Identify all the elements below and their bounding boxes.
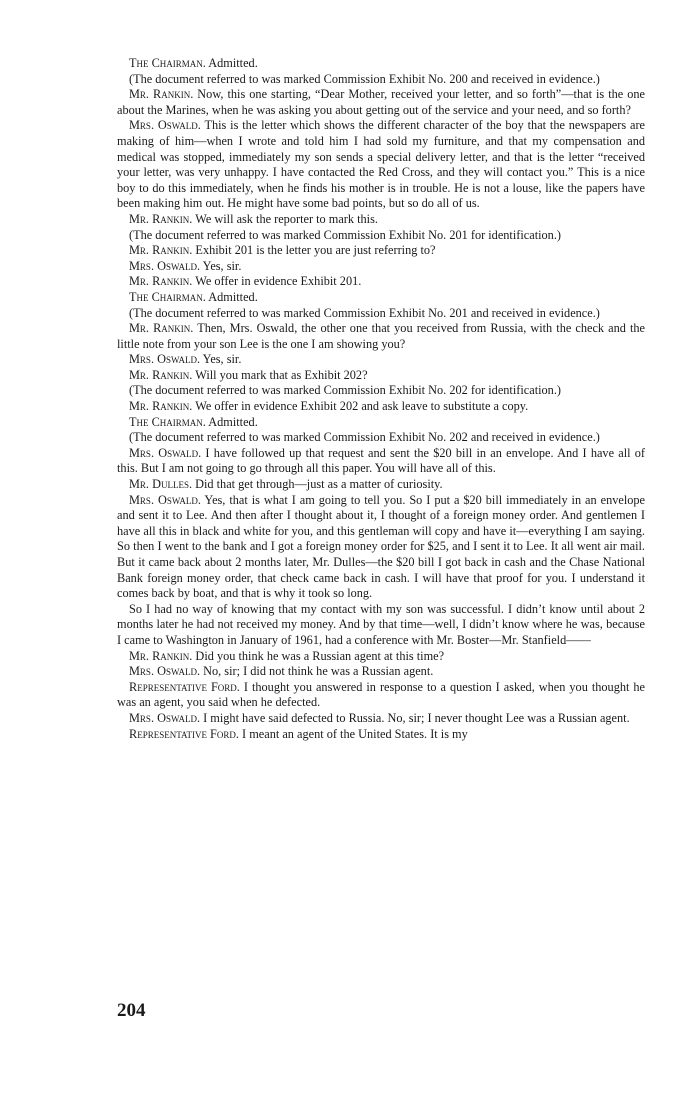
testimony-paragraph bbox=[117, 212, 645, 228]
testimony-paragraph bbox=[117, 727, 645, 743]
speaker-name: Representative Ford. bbox=[129, 679, 240, 694]
testimony-paragraph bbox=[117, 602, 645, 649]
testimony-paragraph bbox=[117, 680, 645, 711]
speaker-name: Representative Ford. bbox=[129, 726, 239, 741]
paragraph-text: Admitted. bbox=[205, 289, 258, 304]
testimony-paragraph bbox=[117, 493, 645, 602]
speaker-name: Mr. Rankin. bbox=[129, 274, 193, 289]
testimony-paragraph bbox=[117, 399, 645, 415]
testimony-paragraph bbox=[117, 352, 645, 368]
speaker-name: Mrs. Oswald. bbox=[129, 492, 201, 507]
paragraph-text: Will you mark that as Exhibit 202? bbox=[192, 367, 368, 382]
testimony-paragraph bbox=[117, 243, 645, 259]
speaker-name: The Chairman. bbox=[129, 414, 206, 429]
speaker-name: Mr. Rankin. bbox=[129, 211, 193, 226]
paragraph-text: Did you think he was a Russian agent at this time? bbox=[192, 648, 445, 663]
paragraph-text: Admitted. bbox=[205, 56, 258, 70]
testimony-paragraph bbox=[117, 306, 645, 322]
speaker-name: The Chairman. bbox=[129, 289, 206, 304]
speaker-name: Mr. Rankin. bbox=[129, 367, 193, 382]
speaker-name: Mrs. Oswald. bbox=[129, 258, 201, 273]
paragraph-text: I meant an agent of the United States. It is my bbox=[238, 726, 468, 741]
speaker-name: Mrs. Oswald. bbox=[129, 352, 201, 367]
speaker-name: The Chairman. bbox=[129, 56, 206, 70]
paragraph-text: (The document referred to was marked Commission Exhibit No. 201 for identification.) bbox=[129, 227, 561, 242]
paragraph-text: Now, this one starting, “Dear Mother, received your letter, and so forth”—that is the one about the Marines, when he was asking you about getting out of the service and your need, and so forth? bbox=[117, 87, 645, 117]
testimony-paragraph bbox=[117, 711, 645, 727]
paragraph-text: Yes, sir. bbox=[200, 352, 242, 367]
testimony-paragraph bbox=[117, 477, 645, 493]
paragraph-text: Exhibit 201 is the letter you are just referring to? bbox=[192, 243, 436, 258]
paragraph-text: I thought you answered in response to a question I asked, when you thought he was an agent, you said when he defected. bbox=[117, 679, 646, 710]
speaker-name: Mrs. Oswald. bbox=[129, 664, 201, 679]
speaker-name: Mrs. Oswald. bbox=[129, 118, 201, 133]
testimony-paragraph bbox=[117, 290, 645, 306]
testimony-paragraph bbox=[117, 446, 645, 477]
testimony-paragraph bbox=[117, 87, 645, 118]
speaker-name: Mrs. Oswald. bbox=[129, 710, 201, 725]
speaker-name: Mr. Rankin. bbox=[129, 399, 193, 414]
testimony-paragraph bbox=[117, 649, 645, 665]
testimony-paragraph bbox=[117, 274, 645, 290]
paragraph-text: (The document referred to was marked Commission Exhibit No. 200 and received in evidence.) bbox=[129, 71, 600, 86]
paragraph-text: (The document referred to was marked Commission Exhibit No. 202 and received in evidence.) bbox=[129, 430, 600, 445]
testimony-paragraph bbox=[117, 664, 645, 680]
speaker-name: Mr. Dulles. bbox=[129, 477, 193, 492]
testimony-paragraph bbox=[117, 415, 645, 431]
testimony-text bbox=[117, 56, 645, 742]
paragraph-text: I have followed up that request and sent the $20 bill in an envelope. And I have all of this. But I am not going to go through all this paper. You will have all of this. bbox=[117, 445, 646, 476]
testimony-paragraph bbox=[117, 72, 645, 88]
paragraph-text: Yes, sir. bbox=[200, 258, 242, 273]
speaker-name: Mrs. Oswald. bbox=[129, 445, 202, 460]
speaker-name: Mr. Rankin. bbox=[129, 648, 193, 663]
testimony-paragraph bbox=[117, 118, 645, 212]
page-number: 204 bbox=[117, 1000, 146, 1021]
testimony-paragraph bbox=[117, 321, 645, 352]
paragraph-text: We offer in evidence Exhibit 201. bbox=[192, 274, 362, 289]
paragraph-text: We offer in evidence Exhibit 202 and ask leave to substitute a copy. bbox=[192, 399, 529, 414]
testimony-paragraph bbox=[117, 430, 645, 446]
paragraph-text: So I had no way of knowing that my contact with my son was successful. I didn’t know until about 2 months later he had not received my money. And by that time—well, I didn’t know where he was, because I came to Washington in January of 1961, had a conference with Mr. Boster—Mr. Stanfield—— bbox=[117, 601, 645, 647]
testimony-paragraph bbox=[117, 56, 645, 72]
paragraph-text: (The document referred to was marked Commission Exhibit No. 201 and received in evidence.) bbox=[129, 305, 600, 320]
paragraph-text: Then, Mrs. Oswald, the other one that you received from Russia, with the check and the little note from your son Lee is the one I am showing you? bbox=[117, 321, 646, 351]
speaker-name: Mr. Rankin. bbox=[129, 321, 194, 336]
speaker-name: Mr. Rankin. bbox=[129, 243, 193, 258]
paragraph-text: (The document referred to was marked Commission Exhibit No. 202 for identification.) bbox=[129, 383, 561, 398]
paragraph-text: I might have said defected to Russia. No, sir; I never thought Lee was a Russian agent. bbox=[200, 710, 630, 725]
testimony-paragraph bbox=[117, 368, 645, 384]
testimony-paragraph bbox=[117, 228, 645, 244]
testimony-paragraph bbox=[117, 383, 645, 399]
paragraph-text: Yes, that is what I am going to tell you. So I put a $20 bill immediately in an envelope and sent it to Lee. And then after I thought about it, I thought of a foreign money order. And gentlemen I have all this in black and white for you, and this gentleman will copy and have it—everything I am saying. So then I went to the bank and I got a foreign money order for $25, and I sent it to Lee. It all went air mail. But it came back about 2 months later, Mr. Dulles—the $20 bill I got back in cash and the Chase National Bank foreign money order, that check came back in cash. I will have that proof for you. I understand it comes back by boat, and that is why it took so long. bbox=[117, 492, 645, 601]
testimony-paragraph bbox=[117, 259, 645, 275]
paragraph-text: Admitted. bbox=[205, 414, 258, 429]
paragraph-text: Did that get through—just as a matter of curiosity. bbox=[192, 477, 443, 492]
paragraph-text: No, sir; I did not think he was a Russian agent. bbox=[200, 664, 434, 679]
paragraph-text: We will ask the reporter to mark this. bbox=[192, 211, 378, 226]
speaker-name: Mr. Rankin. bbox=[129, 87, 194, 102]
paragraph-text: This is the letter which shows the different character of the boy that the newspapers are making of him—when I wrote and told him I had sold my furniture, and that my compensation and medical was stopped, immediately my son sends a special delivery letter, and that is the letter “received your letter, was very unhappy. I have contacted the Red Cross, and they will contact you.” This is a nice boy to do this immediately, when he finds his mother is in trouble. He is not a louse, like the papers have been making him out. He might have some bad points, but so do all of us. bbox=[117, 118, 646, 211]
